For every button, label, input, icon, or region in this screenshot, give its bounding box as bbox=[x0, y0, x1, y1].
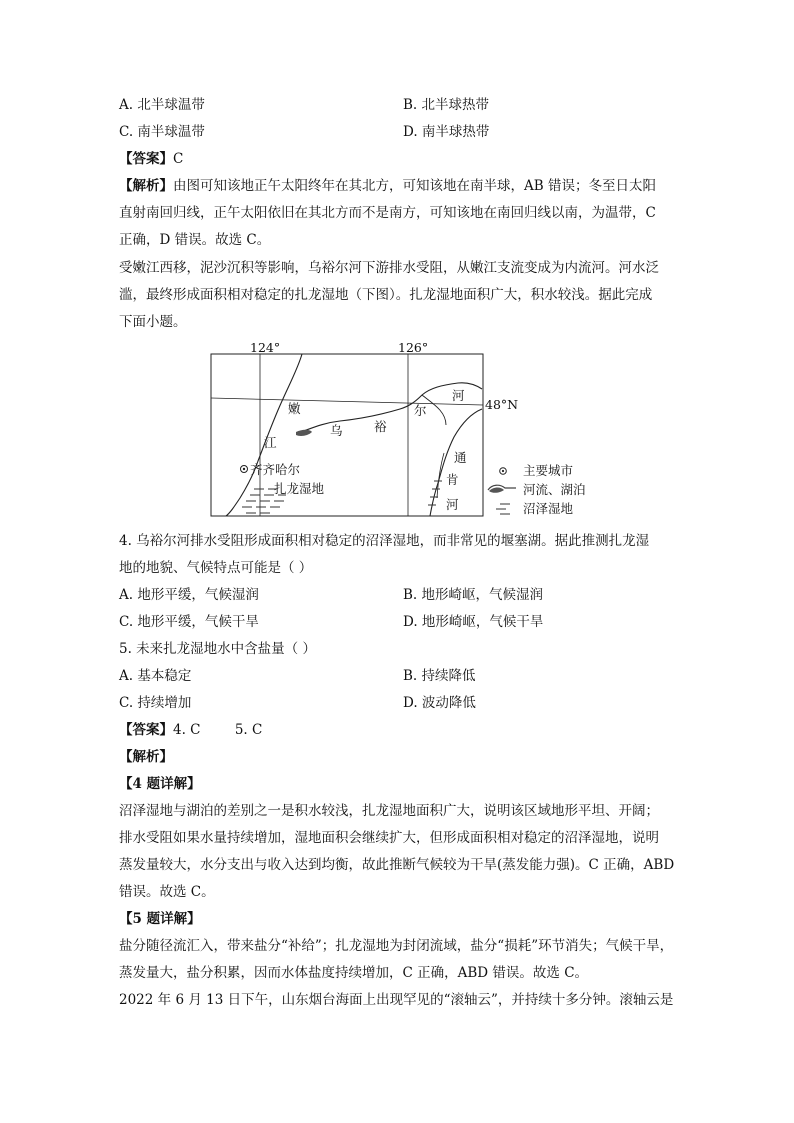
q5-stem: 5. 未来扎龙湿地水中含盐量（ ） bbox=[119, 641, 316, 657]
lon-124-label: 124° bbox=[250, 343, 281, 355]
detail-5-label: 【5 题详解】 bbox=[119, 911, 201, 927]
zhalong-wetland-map bbox=[210, 343, 590, 518]
legend-lake-icon bbox=[489, 487, 504, 492]
material-line-1: 受嫩江西移，泥沙沉积等影响，乌裕尔河下游排水受阻，从嫩江支流变成为内流河。河水泛 bbox=[119, 260, 659, 276]
q4-option-a: A. 地形平缓，气候湿润 bbox=[119, 587, 259, 603]
detail-4-line-2: 排水受阻如果水量持续增加，湿地面积会继续扩大，但形成面积相对稳定的沼泽湿地，说明 bbox=[119, 830, 659, 846]
legend-city-dot bbox=[502, 470, 504, 472]
analysis-line-2: 直射南回归线，正午太阳依旧在其北方而不是南方，可知该地在南回归线以南，为温带，C bbox=[119, 205, 656, 221]
lake bbox=[296, 430, 312, 436]
label-tongken-he: 河 bbox=[446, 497, 459, 512]
label-nen: 嫩 bbox=[288, 401, 301, 416]
option-b: B. 北半球热带 bbox=[403, 97, 490, 113]
map-frame bbox=[211, 354, 483, 516]
next-material-line-1: 2022 年 6 月 13 日下午，山东烟台海面上出现罕见的“滚轴云”，并持续十多分钟。滚轴云是 bbox=[119, 992, 674, 1008]
detail-4-line-4: 错误。故选 C。 bbox=[119, 884, 215, 900]
q4-option-b: B. 地形崎岖，气候湿润 bbox=[403, 587, 544, 603]
label-wu: 乌 bbox=[330, 423, 343, 438]
label-yu: 裕 bbox=[374, 419, 387, 434]
label-zhalong: 扎龙湿地 bbox=[274, 481, 325, 496]
option-d: D. 南半球热带 bbox=[403, 124, 490, 140]
label-er: 尔 bbox=[414, 403, 427, 418]
option-a: A. 北半球温带 bbox=[119, 97, 205, 113]
answer-value: C bbox=[173, 151, 184, 167]
material-line-3: 下面小题。 bbox=[119, 314, 187, 330]
answers-value: 4. C 5. C bbox=[173, 722, 263, 738]
detail-5-line-1: 盐分随径流汇入，带来盐分“补给”；扎龙湿地为封闭流域，盐分“损耗”环节消失；气候干旱， bbox=[119, 938, 674, 954]
option-c: C. 南半球温带 bbox=[119, 124, 205, 140]
legend-wetland-label: 沼泽湿地 bbox=[523, 501, 574, 516]
answers-line bbox=[119, 721, 262, 739]
label-qiqihar: 齐齐哈尔 bbox=[250, 462, 301, 477]
q4-option-d: D. 地形崎岖，气候干旱 bbox=[403, 614, 544, 630]
detail-4-line-3: 蒸发量较大，水分支出与收入达到均衡，故此推断气候较为干旱(蒸发能力强)。C 正确，ABD bbox=[119, 857, 675, 873]
lat-48n-label: 48°N bbox=[485, 397, 519, 412]
analysis-line-3: 正确，D 错误。故选 C。 bbox=[119, 232, 271, 248]
lon-126-label: 126° bbox=[398, 343, 429, 355]
answer-line bbox=[119, 150, 183, 168]
answers-label: 【答案】 bbox=[119, 722, 173, 738]
label-he: 河 bbox=[452, 388, 465, 403]
parallel-48n bbox=[211, 398, 483, 405]
city-marker-dot bbox=[243, 468, 245, 470]
analysis-label: 【解析】 bbox=[119, 178, 173, 194]
q4-stem-line-1: 4. 乌裕尔河排水受阻形成面积相对稳定的沼泽湿地，而非常见的堰塞湖。据此推测扎龙湿 bbox=[119, 533, 650, 549]
q4-option-c: C. 地形平缓，气候干旱 bbox=[119, 614, 259, 630]
legend-city-label: 主要城市 bbox=[523, 463, 574, 478]
material-line-2: 滥，最终形成面积相对稳定的扎龙湿地（下图）。扎龙湿地面积广大，积水较浅。据此完成 bbox=[119, 287, 653, 303]
legend-river-label: 河流、湖泊 bbox=[523, 482, 586, 497]
q4-stem-line-2: 地的地貌、气候特点可能是（ ） bbox=[119, 560, 313, 576]
answers-analysis-label: 【解析】 bbox=[119, 749, 173, 765]
detail-4-line-1: 沼泽湿地与湖泊的差别之一是积水较浅，扎龙湿地面积广大，说明该区域地形平坦、开阔； bbox=[119, 803, 659, 819]
label-jiang: 江 bbox=[264, 435, 277, 450]
detail-4-label: 【4 题详解】 bbox=[119, 776, 201, 792]
detail-5-line-2: 蒸发量大，盐分积累，因而水体盐度持续增加，C 正确，ABD 错误。故选 C。 bbox=[119, 965, 589, 981]
analysis-text: 由图可知该地正午太阳终年在其北方，可知该地在南半球，AB 错误；冬至日太阳 bbox=[173, 178, 656, 194]
q5-option-a: A. 基本稳定 bbox=[119, 668, 192, 684]
legend-wetland-icon bbox=[496, 504, 510, 514]
answer-label: 【答案】 bbox=[119, 151, 173, 167]
q5-option-d: D. 波动降低 bbox=[403, 695, 476, 711]
q5-option-c: C. 持续增加 bbox=[119, 695, 192, 711]
label-tong: 通 bbox=[454, 450, 467, 465]
analysis-line-1 bbox=[119, 177, 656, 195]
q5-option-b: B. 持续降低 bbox=[403, 668, 476, 684]
label-ken: 肯 bbox=[446, 472, 459, 487]
